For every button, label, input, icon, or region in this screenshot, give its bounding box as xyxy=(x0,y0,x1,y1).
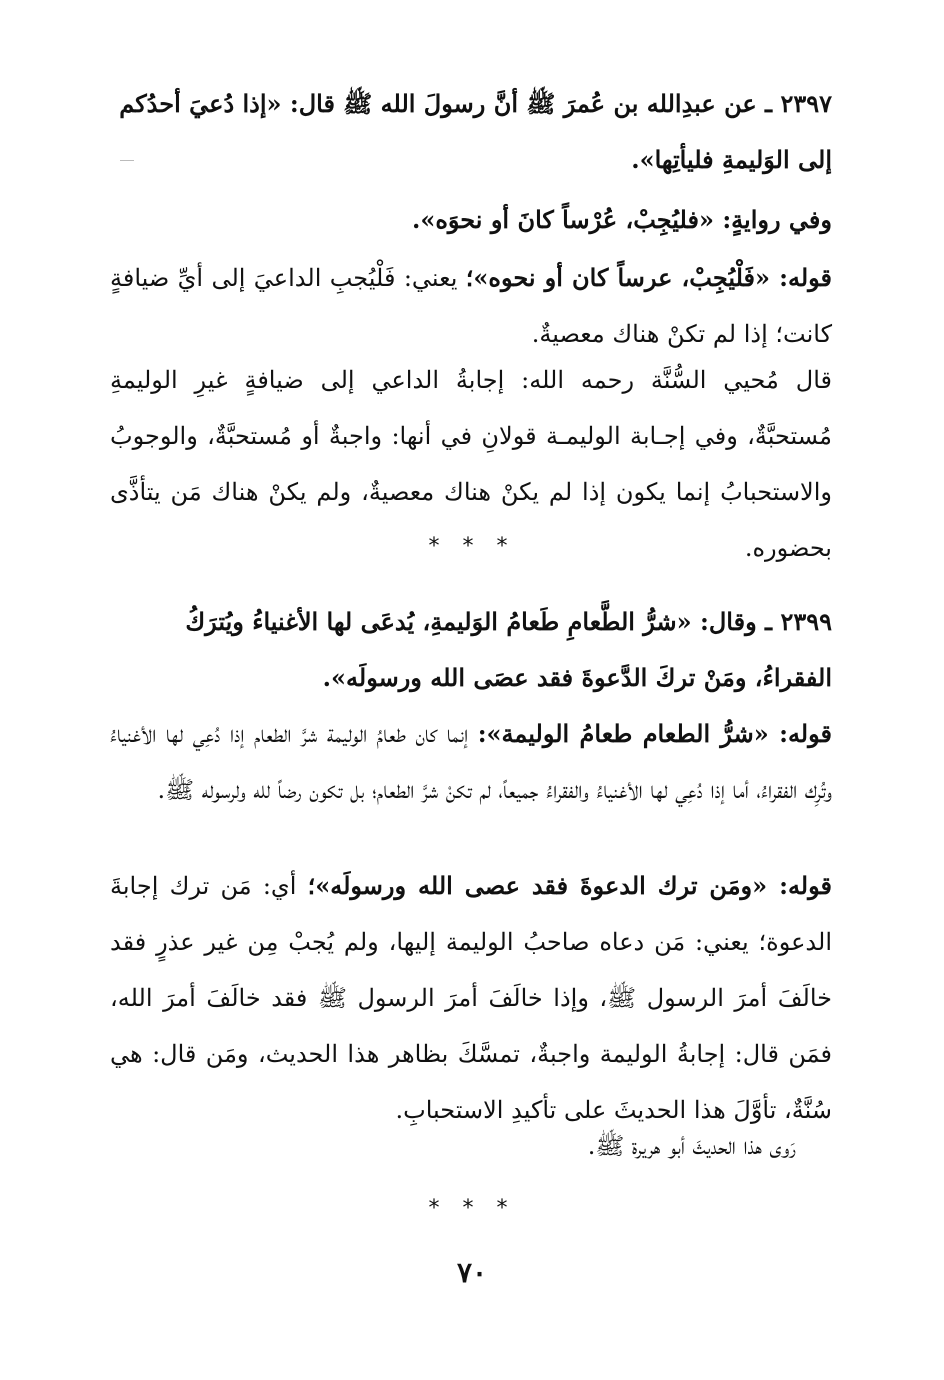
commentary-2 xyxy=(110,706,832,818)
commentary-1-lead: قوله: «فَلْيُجِبْ، عرساً كان أو نحوه»؛ xyxy=(465,263,833,292)
hadith-2397 xyxy=(110,76,832,188)
narrator-note xyxy=(74,1118,796,1174)
narration-variant xyxy=(110,192,832,248)
hadith-2397-cont: إلى الوَليمةِ فليأتِها». xyxy=(631,145,832,174)
commentary-1-body: يعني: فَلْيُجبِ الداعيَ إلى أيِّ ضيافةٍ كانت؛ إذا لم تكنْ هناك معصيةٌ. xyxy=(110,264,832,348)
commentary-2-lead: قوله: «شرُّ الطعام طعامُ الوليمة»: xyxy=(477,719,832,748)
commentary-3 xyxy=(110,858,832,1138)
narrator-text: رَوى هذا الحديثَ أبو هريرة ﷺ. xyxy=(587,1132,796,1160)
commentary-1 xyxy=(110,250,832,362)
commentary-2-body: إنما كان طعامُ الوليمة شرَّ الطعام إذا دُعِي لها الأغنياءُ وتُرِك الفقراءُ، أما إذا دُعِي لها الأغنياءُ والفقراءُ جميعاً، لم تكنْ شرَّ الطعام؛ بل تكون رضاً لله ولرسوله ﷺ. xyxy=(110,720,832,804)
commentary-3-lead: قوله: «ومَن ترك الدعوةَ فقد عصى الله ورسولَه»؛ xyxy=(307,871,832,900)
scan-mark xyxy=(120,160,134,161)
page-number: ٧٠ xyxy=(456,1256,488,1289)
muhyi-al-sunna-text: قال مُحيي السُّنَّة رحمه الله: إجابةُ الداعي إلى ضيافةٍ غيرِ الوليمةِ مُستحبَّةٌ، وفي إجـابة الوليمـة قولانِ في أنها: واجبةٌ أو مُستحبَّةٌ، والوجوبُ والاستحبابُ إنما يكون إذا لم يكنْ هناك معصيةٌ، ولم يكنْ هناك مَن يتأذَّى بحضوره. xyxy=(110,366,832,562)
section-separator-1: * * * xyxy=(428,534,516,559)
hadith-2399-line1: ٢٣٩٩ ـ وقال: «شرُّ الطَّعامِ طَعامُ الوَليمةِ، يُدعَى لها الأغنياءُ ويُترَكُ xyxy=(185,607,832,636)
narration-text: وفي روايةٍ: «فليُجِبْ، عُرْساً كانَ أو نحوَه». xyxy=(411,205,832,234)
hadith-2397-lead: ٢٣٩٧ ـ عن عبدِالله بن عُمرَ ﷺ أنَّ رسولَ الله ﷺ قال: «إذا دُعيَ أحدُكم xyxy=(119,89,832,118)
hadith-2399 xyxy=(110,594,832,706)
hadith-2399-line2: الفقراءُ، ومَنْ تركَ الدَّعوةَ فقد عصَى الله ورسولَه». xyxy=(322,663,832,692)
section-separator-2: * * * xyxy=(428,1196,516,1221)
commentary-3-body: أي: مَن ترك إجابةَ الدعوة؛ يعني: مَن دعاه صاحبُ الوليمة إليها، ولم يُجبْ مِن غير عذرٍ فقد خالَفَ أمرَ الرسول ﷺ، وإذا خالَفَ أمرَ الرسول ﷺ فقد خالَفَ أمرَ الله، فمَن قال: إجابةُ الوليمة واجبةٌ، تمسَّكَ بظاهر هذا الحديث، ومَن قال: هي سُنَّةٌ، تأوَّلَ هذا الحديثَ على تأكيدِ الاستحبابِ. xyxy=(110,872,832,1124)
